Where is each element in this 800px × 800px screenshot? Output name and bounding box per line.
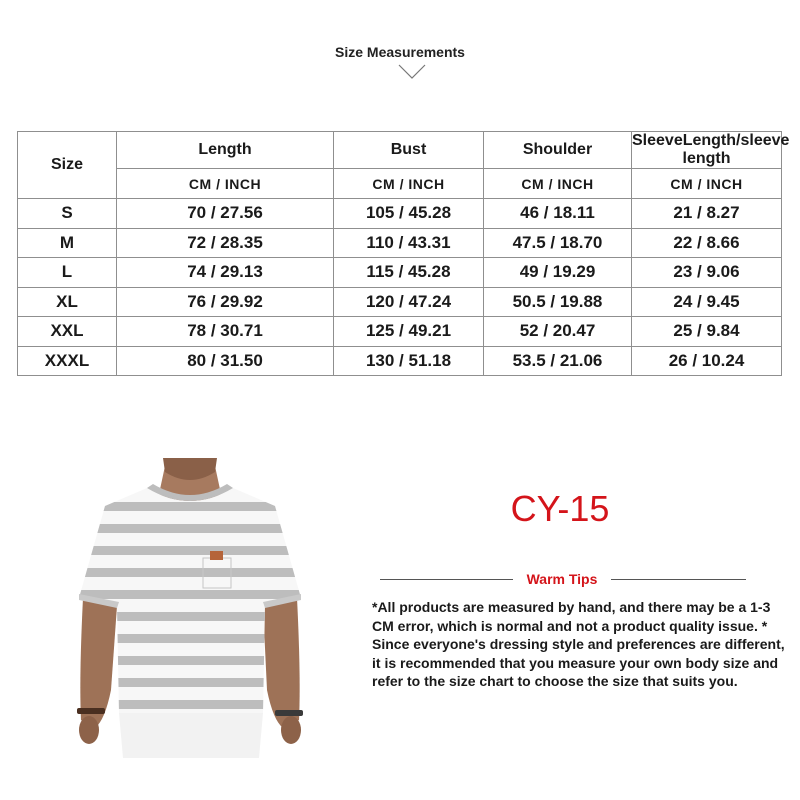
sleeve-cell: 21 / 8.27 [632, 199, 782, 229]
shoulder-cell: 46 / 18.11 [484, 199, 632, 229]
table-row [18, 287, 782, 317]
bust-cell: 115 / 45.28 [334, 258, 484, 288]
bust-cell: 110 / 43.31 [334, 228, 484, 258]
length-cell: 78 / 30.71 [117, 317, 334, 347]
table-row [18, 199, 782, 229]
bust-cell: 130 / 51.18 [334, 346, 484, 376]
length-cell: 70 / 27.56 [117, 199, 334, 229]
unit-label: CM / INCH [334, 169, 484, 199]
size-chart-table [17, 131, 790, 376]
length-cell: 72 / 28.35 [117, 228, 334, 258]
column-header-bust: Bust [334, 132, 484, 169]
shoulder-cell: 47.5 / 18.70 [484, 228, 632, 258]
header-section [0, 0, 800, 110]
chevron-down-icon [398, 64, 426, 80]
bust-cell: 105 / 45.28 [334, 199, 484, 229]
bust-cell: 120 / 47.24 [334, 287, 484, 317]
size-cell: XL [18, 287, 117, 317]
table-header-row [18, 132, 782, 169]
sleeve-cell: 24 / 9.45 [632, 287, 782, 317]
tips-line: it is recommended that you measure your own body size and [372, 654, 779, 671]
tips-divider-right [611, 579, 746, 580]
tips-divider-left [380, 579, 513, 580]
size-cell: L [18, 258, 117, 288]
length-cell: 76 / 29.92 [117, 287, 334, 317]
size-cell: XXXL [18, 346, 117, 376]
sleeve-cell: 26 / 10.24 [632, 346, 782, 376]
size-column-header: Size [18, 132, 117, 199]
warm-tips-text [372, 598, 792, 691]
bust-cell: 125 / 49.21 [334, 317, 484, 347]
shoulder-cell: 50.5 / 19.88 [484, 287, 632, 317]
table-row [18, 317, 782, 347]
tips-line: Since everyone's dressing style and preferences are different, [372, 636, 785, 652]
shoulder-cell: 53.5 / 21.06 [484, 346, 632, 376]
shoulder-cell: 49 / 19.29 [484, 258, 632, 288]
product-code: CY-15 [510, 488, 610, 529]
tips-line: *All products are measured by hand, and there may be a 1-3 [372, 599, 771, 615]
sleeve-cell: 23 / 9.06 [632, 258, 782, 288]
size-cell: S [18, 199, 117, 229]
shoulder-cell: 52 / 20.47 [484, 317, 632, 347]
column-header-length: Length [117, 132, 334, 169]
unit-label: CM / INCH [632, 169, 782, 199]
page-title: Size Measurements [335, 44, 465, 60]
length-cell: 74 / 29.13 [117, 258, 334, 288]
unit-header-row [18, 169, 782, 199]
table-row [18, 228, 782, 258]
unit-label: CM / INCH [117, 169, 334, 199]
sleeve-cell: 22 / 8.66 [632, 228, 782, 258]
unit-label: CM / INCH [484, 169, 632, 199]
tips-line: CM error, which is normal and not a product quality issue. * [372, 617, 768, 634]
product-model-image [77, 458, 303, 758]
table-row [18, 258, 782, 288]
size-cell: XXL [18, 317, 117, 347]
sleeve-cell: 25 / 9.84 [632, 317, 782, 347]
table-row [18, 346, 782, 376]
warm-tips-title: Warm Tips [526, 571, 598, 587]
length-cell: 80 / 31.50 [117, 346, 334, 376]
size-cell: M [18, 228, 117, 258]
tips-line: refer to the size chart to choose the size that suits you. [372, 673, 738, 689]
column-header-shoulder: Shoulder [484, 132, 632, 169]
column-header-sleeve: SleeveLength/sleeve length [632, 132, 790, 167]
